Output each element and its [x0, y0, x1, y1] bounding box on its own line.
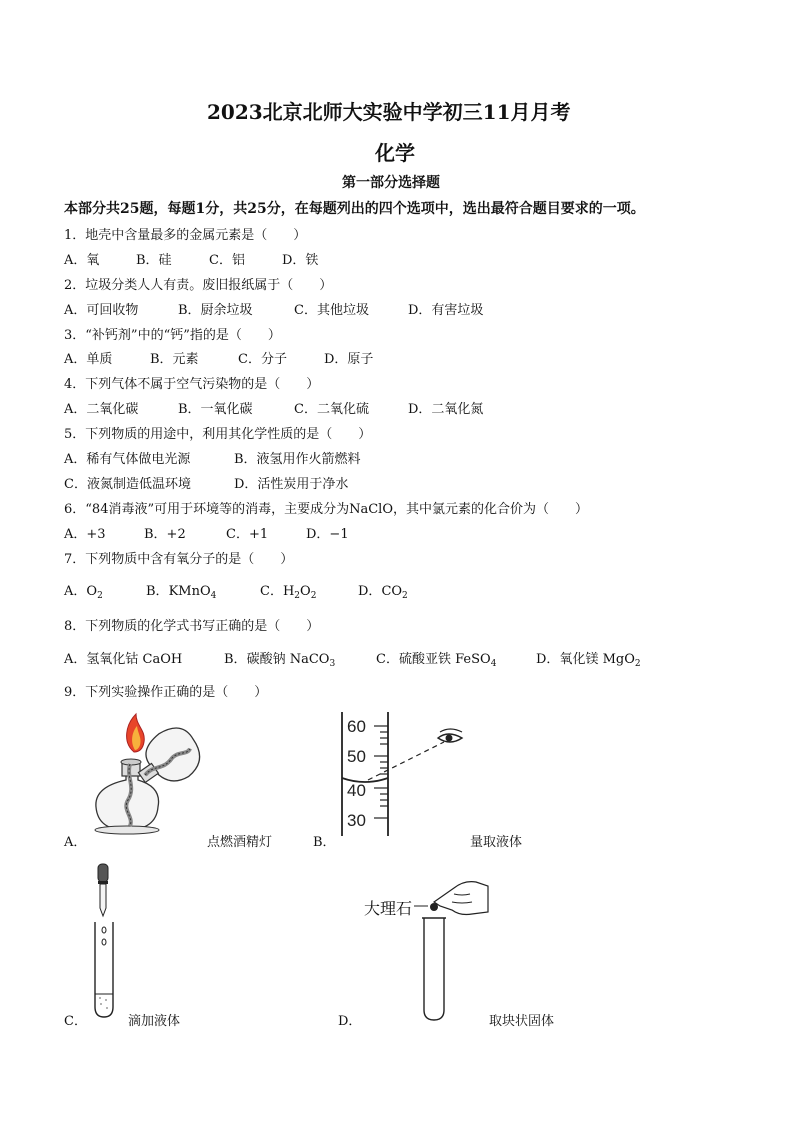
part-title: 第一部分选择题: [342, 175, 440, 191]
q6-option-d: D．−1: [306, 527, 349, 542]
q9-option-c-label: C．: [64, 1014, 87, 1029]
q8-option-b: B．碳酸钠 NaCO$_3$: [224, 652, 336, 669]
alcohol-lamp-illustration: [86, 712, 216, 837]
instructions: 本部分共25题，每题1分，共25分，在每题列出的四个选项中，选出最符合题目要求的一项。: [64, 201, 645, 217]
cylinder-tick-60: 60: [347, 717, 366, 736]
q4-option-c: C．二氧化硫: [294, 402, 369, 417]
question-8-stem: 8．下列物质的化学式书写正确的是（ ）: [64, 619, 320, 634]
q5-option-a: A．稀有气体做电光源: [64, 452, 191, 467]
q1-option-a: A．氧: [64, 253, 100, 268]
cylinder-tick-30: 30: [347, 811, 366, 830]
q1-option-b: B．硅: [136, 253, 172, 268]
q9-option-a-label: A．: [64, 835, 87, 850]
q1-option-d: D．铁: [282, 253, 319, 268]
q3-option-a: A．单质: [64, 352, 113, 367]
q7-option-c: C．$H_2O_2$: [260, 584, 317, 601]
q2-option-c: C．其他垃圾: [294, 303, 369, 318]
question-5-stem: 5．下列物质的用途中，利用其化学性质的是（ ）: [64, 427, 372, 442]
q1-option-c: C．铝: [209, 253, 245, 268]
question-6-stem: 6．“84消毒液”可用于环境等的消毒，主要成分为NaClO，其中氯元素的化合价为（ ）: [64, 502, 588, 517]
q9-option-c-caption: 滴加液体: [128, 1014, 181, 1029]
q2-option-d: D．有害垃圾: [408, 303, 484, 318]
marble-test-tube-illustration: [414, 872, 494, 1022]
q9-option-d-caption: 取块状固体: [489, 1014, 555, 1029]
q6-option-c: C．+1: [226, 527, 269, 542]
exam-title: 2023北京北师大实验中学初三11月月考: [207, 100, 571, 124]
marble-label: 大理石: [364, 901, 413, 918]
q5-option-c: C．液氮制造低温环境: [64, 477, 191, 492]
graduated-cylinder-illustration: [338, 712, 478, 837]
q3-option-c: C．分子: [238, 352, 287, 367]
q8-option-d: D．氧化镁 MgO$_2$: [536, 652, 641, 669]
q6-option-a: A．+3: [64, 527, 106, 542]
question-1-stem: 1．地壳中含量最多的金属元素是（ ）: [64, 228, 307, 243]
dropper-test-tube-illustration: [86, 862, 126, 1022]
q7-option-a: A．$O_2$: [64, 584, 103, 601]
cylinder-tick-50: 50: [347, 747, 366, 766]
q9-option-a-caption: 点燃酒精灯: [207, 835, 273, 850]
question-4-stem: 4．下列气体不属于空气污染物的是（ ）: [64, 377, 320, 392]
question-9-stem: 9．下列实验操作正确的是（ ）: [64, 685, 268, 700]
question-2-stem: 2．垃圾分类人人有责。废旧报纸属于（ ）: [64, 278, 333, 293]
q7-option-d: D．$CO_2$: [358, 584, 408, 601]
q6-option-b: B．+2: [144, 527, 186, 542]
q3-option-d: D．原子: [324, 352, 374, 367]
q3-option-b: B．元素: [150, 352, 199, 367]
cylinder-tick-40: 40: [347, 781, 366, 800]
question-3-stem: 3．“补钙剂”中的“钙”指的是（ ）: [64, 328, 281, 343]
q8-option-a: A．氢氧化钴 CaOH: [64, 652, 183, 667]
q8-option-c: C．硫酸亚铁 FeSO$_4$: [376, 652, 497, 669]
q5-option-d: D．活性炭用于净水: [234, 477, 349, 492]
q5-option-b: B．液氢用作火箭燃料: [234, 452, 361, 467]
q4-option-a: A．二氧化碳: [64, 402, 139, 417]
q2-option-a: A．可回收物: [64, 303, 139, 318]
q9-option-b-label: B．: [313, 835, 336, 850]
q2-option-b: B．厨余垃圾: [178, 303, 253, 318]
q9-option-b-caption: 量取液体: [470, 835, 523, 850]
q7-option-b: B．KMnO$_4$: [146, 584, 217, 601]
q4-option-d: D．二氧化氮: [408, 402, 484, 417]
subject-title: 化学: [375, 141, 415, 165]
question-7-stem: 7．下列物质中含有氧分子的是（ ）: [64, 552, 294, 567]
q9-option-d-label: D．: [338, 1014, 362, 1029]
q4-option-b: B．一氧化碳: [178, 402, 253, 417]
